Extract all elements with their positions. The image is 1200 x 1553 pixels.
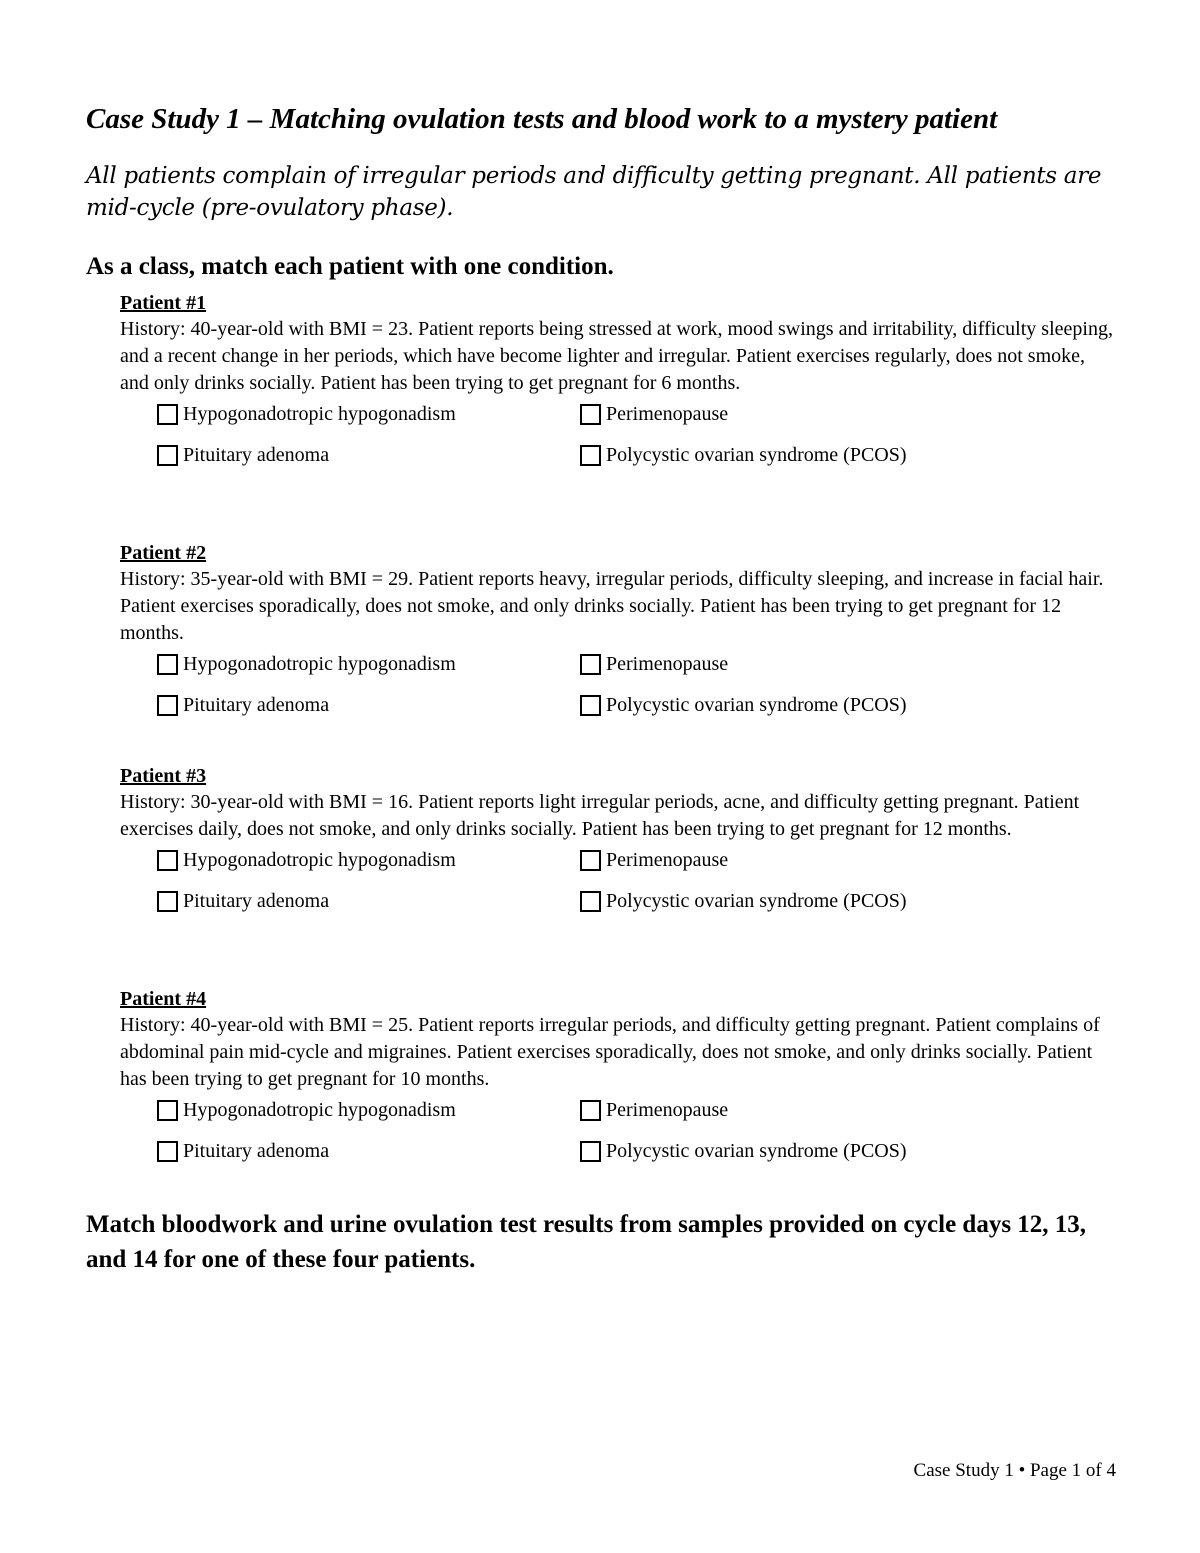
option-perimenopause[interactable]: [580, 847, 728, 873]
checkbox[interactable]: [580, 891, 601, 912]
option-pcos[interactable]: [580, 1138, 907, 1164]
option-pcos[interactable]: [580, 442, 907, 468]
section-heading: As a class, match each patient with one condition.: [86, 253, 614, 280]
option-label: Polycystic ovarian syndrome (PCOS): [606, 694, 907, 716]
patient-3-block: [120, 763, 1115, 931]
closing-instruction: Match bloodwork and urine ovulation test results from samples provided on cycle days 12, 13, and 14 for one of these four patients.: [86, 1211, 1087, 1273]
patient-history: History: 30-year-old with BMI = 16. Patient reports light irregular periods, acne, and difficulty getting pregnant. Patient exercises daily, does not smoke, and only drinks socially. Patient has been trying to get pregnant for 12 months.: [120, 791, 1080, 840]
option-perimenopause[interactable]: [580, 651, 728, 677]
option-pcos[interactable]: [580, 888, 907, 914]
page-footer: Case Study 1 • Page 1 of 4: [913, 1460, 1116, 1481]
option-label: Pituitary adenoma: [183, 444, 330, 466]
patient-label: Patient #3: [120, 765, 207, 787]
option-perimenopause[interactable]: [580, 401, 728, 427]
patient-history: History: 35-year-old with BMI = 29. Patient reports heavy, irregular periods, difficulty sleeping, and increase in facial hair. Patient exercises sporadically, does not smoke, and only drinks socially. Patient has been trying to get pregnant for 12 months.: [120, 568, 1104, 644]
patient-label: Patient #2: [120, 542, 207, 564]
option-label: Hypogonadotropic hypogonadism: [183, 403, 456, 425]
patient-history: History: 40-year-old with BMI = 23. Patient reports being stressed at work, mood swings and irritability, difficulty sleeping, and a recent change in her periods, which have become lighter and irregular. Patient exercises regularly, does not smoke, and only drinks socially. Patient has been trying to get pregnant for 6 months.: [120, 318, 1113, 394]
option-label: Polycystic ovarian syndrome (PCOS): [606, 890, 907, 912]
checkbox[interactable]: [580, 850, 601, 871]
option-hypogonadism[interactable]: [157, 847, 456, 873]
patient-history: History: 40-year-old with BMI = 25. Patient reports irregular periods, and difficulty getting pregnant. Patient complains of abdominal pain mid-cycle and migraines. Patient exercises sporadically, does not smoke, and only drinks socially. Patient has been trying to get pregnant for 10 months.: [120, 1014, 1100, 1090]
checkbox[interactable]: [580, 445, 601, 466]
condition-options: [120, 1097, 1115, 1181]
option-label: Perimenopause: [606, 849, 729, 871]
condition-options: [120, 847, 1115, 931]
option-label: Polycystic ovarian syndrome (PCOS): [606, 444, 907, 466]
checkbox[interactable]: [157, 1100, 178, 1121]
option-pituitary-adenoma[interactable]: [157, 888, 329, 914]
intro-text: All patients complain of irregular periods and difficulty getting pregnant. All patients are mid-cycle (pre-ovulatory phase).: [86, 163, 1102, 221]
option-label: Hypogonadotropic hypogonadism: [183, 1099, 456, 1121]
option-hypogonadism[interactable]: [157, 651, 456, 677]
option-label: Perimenopause: [606, 1099, 729, 1121]
condition-options: [120, 401, 1115, 485]
patient-1-block: [120, 290, 1115, 485]
checkbox[interactable]: [580, 1141, 601, 1162]
checkbox[interactable]: [580, 654, 601, 675]
option-pituitary-adenoma[interactable]: [157, 692, 329, 718]
page-title: Case Study 1 – Matching ovulation tests and blood work to a mystery patient: [86, 103, 998, 135]
checkbox[interactable]: [580, 1100, 601, 1121]
checkbox[interactable]: [157, 445, 178, 466]
option-label: Hypogonadotropic hypogonadism: [183, 653, 456, 675]
option-perimenopause[interactable]: [580, 1097, 728, 1123]
patient-4-block: [120, 986, 1115, 1181]
option-hypogonadism[interactable]: [157, 1097, 456, 1123]
checkbox[interactable]: [157, 850, 178, 871]
condition-options: [120, 651, 1115, 735]
checkbox[interactable]: [157, 404, 178, 425]
patient-2-block: [120, 540, 1115, 735]
option-label: Perimenopause: [606, 403, 729, 425]
checkbox[interactable]: [157, 695, 178, 716]
option-pcos[interactable]: [580, 692, 907, 718]
option-label: Pituitary adenoma: [183, 890, 330, 912]
checkbox[interactable]: [157, 654, 178, 675]
patient-label: Patient #4: [120, 988, 207, 1010]
option-label: Pituitary adenoma: [183, 1140, 330, 1162]
patient-label: Patient #1: [120, 292, 207, 314]
option-label: Perimenopause: [606, 653, 729, 675]
checkbox[interactable]: [157, 1141, 178, 1162]
checkbox[interactable]: [580, 404, 601, 425]
option-pituitary-adenoma[interactable]: [157, 442, 329, 468]
option-label: Pituitary adenoma: [183, 694, 330, 716]
option-pituitary-adenoma[interactable]: [157, 1138, 329, 1164]
option-label: Polycystic ovarian syndrome (PCOS): [606, 1140, 907, 1162]
checkbox[interactable]: [580, 695, 601, 716]
checkbox[interactable]: [157, 891, 178, 912]
option-hypogonadism[interactable]: [157, 401, 456, 427]
option-label: Hypogonadotropic hypogonadism: [183, 849, 456, 871]
